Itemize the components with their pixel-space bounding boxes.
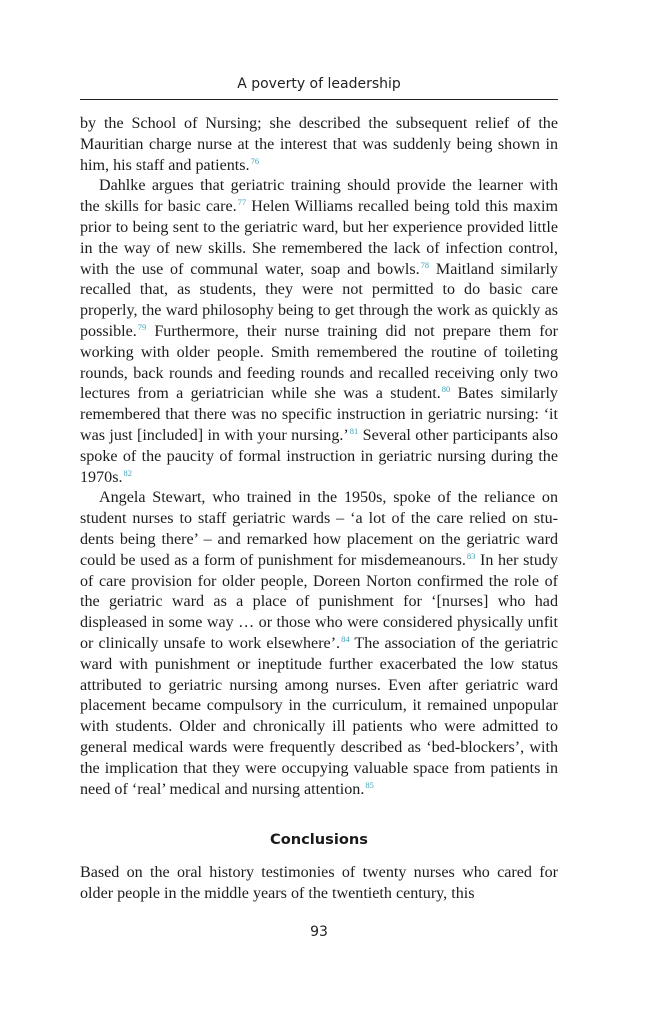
text-run: The association of the geriatric ward with punishment or ineptitude further exacerbated the low status attributed to geriatric nursing among nurses. Even after geriatric ward placement became compulsory in the curriculum, it remained unpopular with students. Older and chronically ill patients who were admitted to general medical wards were frequently described as ‘bed-blockers’, with the implication that they were occupying valuable space from patients in need of ‘real’ medical and nursing attention. [80, 634, 558, 798]
running-title: A poverty of leadership [237, 76, 401, 92]
text-run: Furthermore, their nurse training did not prepare them for working with older people. Smith remembered the routine of toileting rounds, back rounds and feeding rounds and recalled receiving only two lectures from a geriatrician while she was a student. [80, 322, 558, 403]
paragraph-2 [80, 176, 558, 488]
section-heading: Conclusions [270, 831, 368, 848]
footnote-ref[interactable]: 83 [466, 550, 476, 561]
footnote-ref[interactable]: 78 [420, 259, 430, 270]
footnote-ref[interactable]: 77 [237, 197, 247, 208]
text-run: Bates similarly remembered that there was no specific instruction in geriatric nursing: ‘it was just [included] in with your nursing.’ [80, 385, 558, 444]
footnote-ref[interactable]: 76 [250, 155, 260, 166]
text-run: Angela Stewart, who trained in the 1950s, spoke of the reliance on student nurses to staff geriatric wards – ‘a lot of the care relied on students being there’ – and remarked how placement on the geriatric ward could be used as a form of punishment for misdemeanours. [80, 489, 558, 569]
text-run: Helen Williams recalled being told this maxim prior to being sent to the geriatric ward, but her experience provided little in the way of new skills. She remembered the lack of infection control, with the use of communal water, soap and bowls. [80, 198, 558, 278]
footnote-ref[interactable]: 81 [349, 425, 359, 436]
paragraph-3 [80, 488, 558, 800]
footnote-ref[interactable]: 82 [123, 467, 132, 478]
text-run: Dahlke argues that geriatric training should provide the learner with the skills for basic care. [80, 177, 558, 216]
conclusions-text [80, 863, 558, 905]
conclusions-paragraph: Based on the oral history testimonies of twenty nurses who cared for older people in the middle years of the twentieth century, this [80, 864, 558, 902]
header-rule [80, 99, 558, 100]
text-run: Maitland similarly recalled that, as students, they were not permitted to do basic care properly, the ward philosophy being to get through the work as quickly as possible. [80, 260, 558, 340]
text-run: by the School of Nursing; she described the subsequent relief of the Mauritian charge nurse at the interest that was suddenly being shown in him, his staff and patients. [80, 115, 558, 174]
text-run: In her study of care provision for older people, Doreen Norton confirmed the role of the geriatric ward as a place of punishment for ‘[nurses] who had displeased in some way … or those who were considered physically unfit or clinically unsafe to work elsewhere’. [80, 551, 559, 652]
main-text [80, 114, 558, 800]
footnote-ref[interactable]: 80 [441, 384, 451, 395]
page-number: 93 [310, 924, 328, 940]
paragraph-1 [80, 114, 558, 176]
footnote-ref[interactable]: 84 [341, 633, 350, 644]
footnote-ref[interactable]: 85 [365, 779, 374, 790]
text-run: Several other participants also spoke of the paucity of formal instruction in geriatric nursing during the 1970s. [80, 426, 559, 486]
footnote-ref[interactable]: 79 [137, 321, 147, 332]
